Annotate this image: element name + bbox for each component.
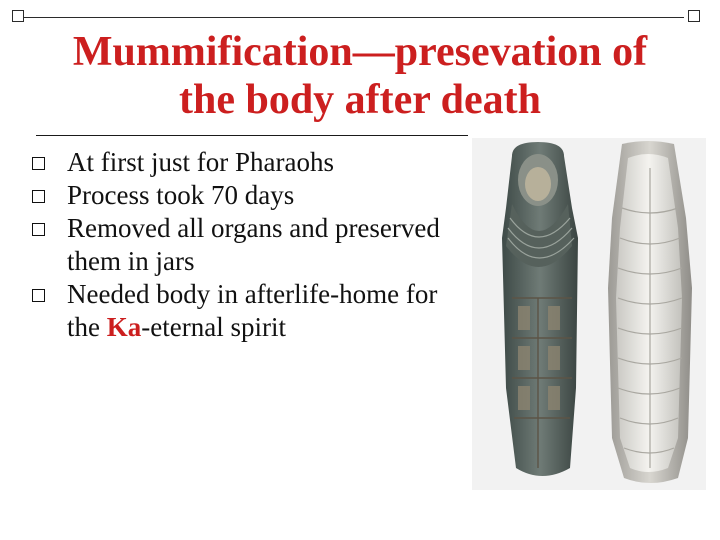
bullet-text: Process took 70 days <box>67 180 295 210</box>
hollow-square-bullet-icon <box>32 157 45 170</box>
title-underline <box>36 135 468 136</box>
bullet-item <box>30 179 470 212</box>
title-line-2: the body after death <box>178 77 542 123</box>
right-corner-square-icon <box>688 10 700 22</box>
top-decorative-rule <box>24 17 684 18</box>
bullet-item <box>30 278 470 344</box>
hollow-square-bullet-icon <box>32 223 45 236</box>
bullet-list <box>30 146 470 344</box>
slide-title <box>30 28 690 124</box>
bullet-text: At first just for Pharaohs <box>67 147 334 177</box>
hollow-square-bullet-icon <box>32 190 45 203</box>
painted-coffin <box>502 142 578 476</box>
hollow-square-bullet-icon <box>32 289 45 302</box>
title-line-1: Mummification—presevation of <box>72 29 648 75</box>
bullet-text-after: -eternal spirit <box>141 312 286 342</box>
mummy-cases-illustration <box>472 138 706 490</box>
bullet-item <box>30 212 470 278</box>
wrapped-mummy-in-coffin <box>608 141 692 483</box>
bullet-text-before: Needed body in afterlife-home for the <box>67 279 438 342</box>
mummy-cases-photo <box>472 138 706 490</box>
ka-highlight: Ka <box>106 312 142 342</box>
bullet-item <box>30 146 470 179</box>
bullet-text: Removed all organs and preserved them in jars <box>67 213 440 276</box>
left-corner-square-icon <box>12 10 24 22</box>
